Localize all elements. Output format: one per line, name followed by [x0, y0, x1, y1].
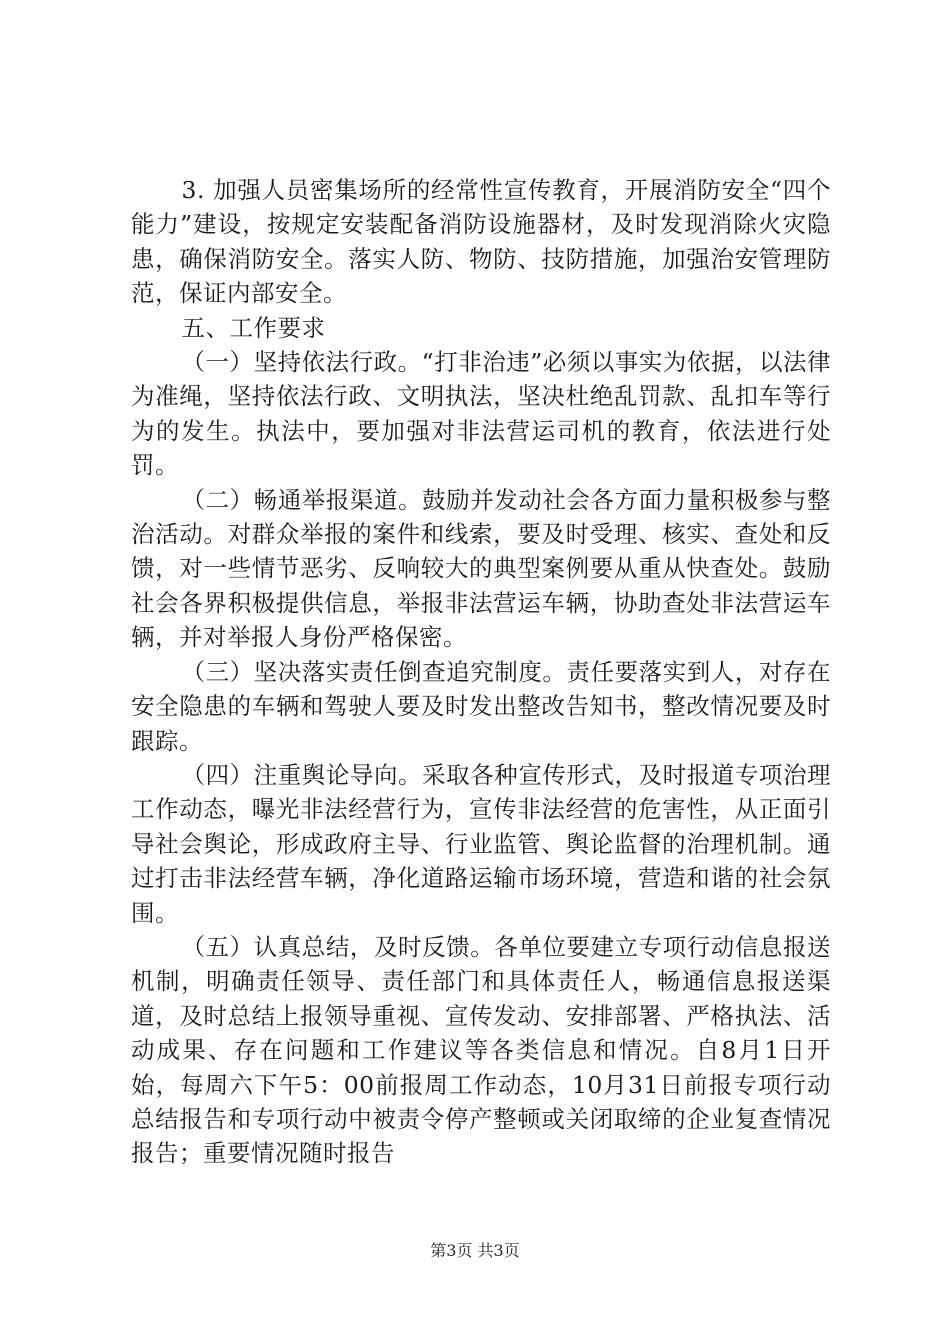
paragraph-requirement-1: （一）坚持依法行政。“打非治违”必须以事实为依据，以法律为准绳，坚持依法行政、文明执法，坚决杜绝乱罚款、乱扣车等行为的发生。执法中，要加强对非法营运司机的教育，依法进行处罚。	[131, 348, 831, 480]
section-heading-work-requirements: 五、工作要求	[181, 313, 326, 342]
paragraph-requirement-2: （二）畅通举报渠道。鼓励并发动社会各方面力量积极参与整治活动。对群众举报的案件和线索，要及时受理、核实、查处和反馈，对一些情节恶劣、反响较大的典型案例要从重从快查处。鼓励社会各界积极提供信息，举报非法营运车辆，协助查处非法营运车辆，并对举报人身份严格保密。	[131, 485, 831, 652]
paragraph-requirement-5: （五）认真总结，及时反馈。各单位要建立专项行动信息报送机制，明确责任领导、责任部门和具体责任人，畅通信息报送渠道，及时总结上报领导重视、宣传发动、安排部署、严格执法、活动成果、存在问题和工作建议等各类信息和情况。自8月1日开始，每周六下午5：00前报周工作动态，10月31日前报专项行动总结报告和专项行动中被责令停产整顿或关闭取缔的企业复查情况报告；重要情况随时报告	[131, 932, 831, 1168]
paragraph-requirement-3: （三）坚决落实责任倒查追究制度。责任要落实到人，对存在安全隐患的车辆和驾驶人要及时发出整改告知书，整改情况要及时跟踪。	[131, 657, 831, 755]
paragraph-fire-safety: 3. 加强人员密集场所的经常性宣传教育，开展消防安全“四个能力”建设，按规定安装配备消防设施器材，及时发现消除火灾隐患，确保消防安全。落实人防、物防、技防措施，加强治安管理防范，保证内部安全。	[131, 176, 831, 308]
page-number-footer: 第3页 共3页	[430, 1241, 520, 1260]
paragraph-requirement-4: （四）注重舆论导向。采取各种宣传形式，及时报道专项治理工作动态，曝光非法经营行为，宣传非法经营的危害性，从正面引导社会舆论，形成政府主导、行业监管、舆论监督的治理机制。通过打击非法经营车辆，净化道路运输市场环境，营造和谐的社会氛围。	[131, 760, 831, 927]
document-body	[131, 173, 831, 1171]
